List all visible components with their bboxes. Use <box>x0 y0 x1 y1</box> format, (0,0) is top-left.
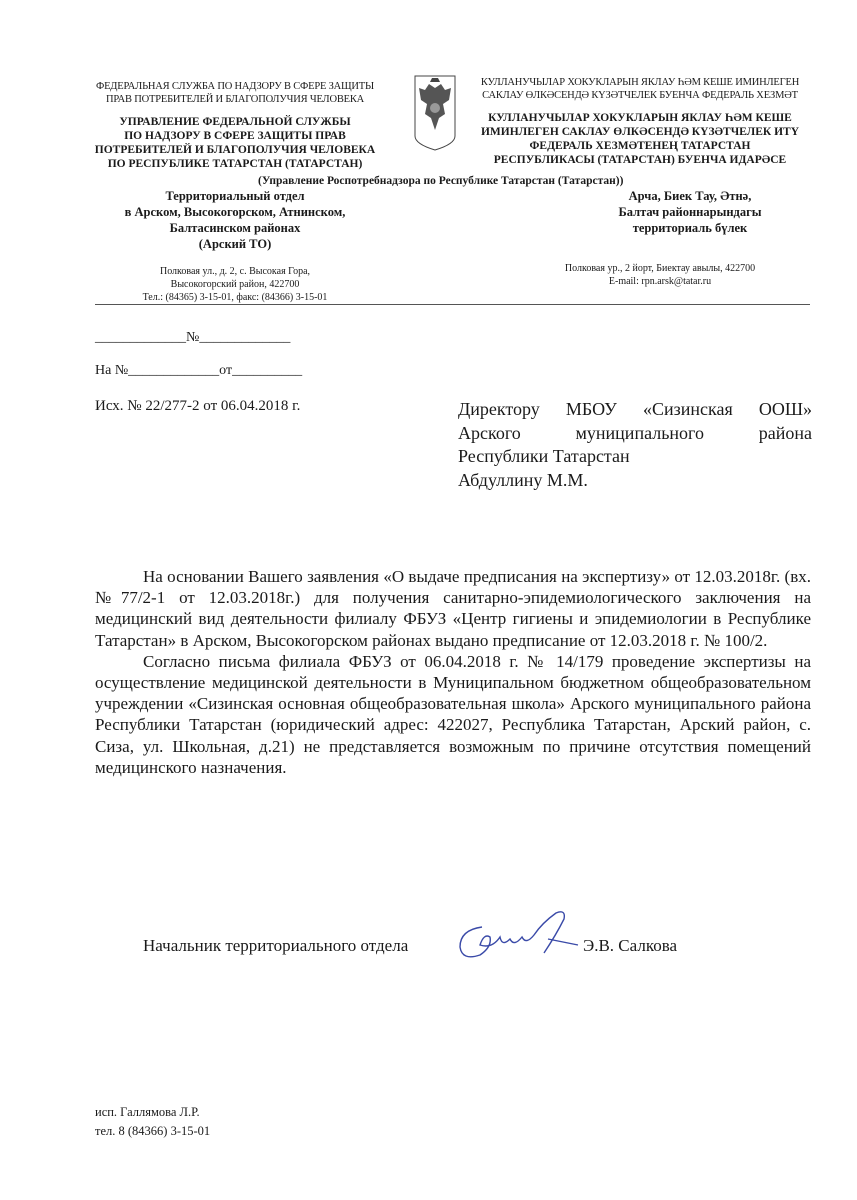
text-line: территориаль бүлек <box>632 221 748 235</box>
text-line: Тел.: (84365) 3-15-01, факс: (84366) 3-15-01 <box>142 292 328 303</box>
paragraph: На основании Вашего заявления «О выдаче предписания на экспертизу» от 12.03.2018г. (вх.№77/2-1 от 12.03.2018г.) для получения санитарно-эпидемиологического заключения на медицинский вид деятельности филиалу ФБУЗ «Центр гигиены и эпидемиологии в Республике Татарстан» в Арском, Высокогорском районах выдано предписание от 12.03.2018 г. № 100/2. <box>95 567 811 650</box>
recipient-line: Арского муниципального района <box>458 422 812 443</box>
agency-name <box>60 80 410 106</box>
text-line: Балтасинском районах <box>169 221 301 235</box>
text-line: КУЛЛАНУЧЫЛАР ХОКУКЛАРЫН ЯКЛАУ ҺӘМ КЕШЕ <box>488 112 792 124</box>
text-line: ПОТРЕБИТЕЛЕЙ И БЛАГОПОЛУЧИЯ ЧЕЛОВЕКА <box>94 144 376 156</box>
text-line: ПРАВ ПОТРЕБИТЕЛЕЙ И БЛАГОПОЛУЧИЯ ЧЕЛОВЕКА <box>105 94 365 105</box>
text-line: САКЛАУ ӨЛКӘСЕНДӘ КҮЗӘТЧЕЛЕК БУЕНЧА ФЕДЕРАЛЬ ХЕЗМӘТ <box>482 90 798 101</box>
recipient-line: Директору МБОУ «Сизинская ООШ» <box>458 399 812 419</box>
text-line: ПО НАДЗОРУ В СФЕРЕ ЗАЩИТЫ ПРАВ <box>124 130 346 142</box>
letter-body <box>95 566 811 778</box>
directorate-name-tatar <box>470 111 810 167</box>
text-line: ИМИНЛЕГЕН САКЛАУ ӨЛКӘСЕНДӘ КҮЗӘТЧЕЛЕК ИТҮ <box>480 126 800 138</box>
agency-abbreviation: (Управление Роспотребнадзора по Республике Татарстан (Татарстан)) <box>258 175 624 187</box>
directorate-name <box>60 115 410 171</box>
executor-name: исп. Галлямова Л.Р. <box>95 1105 200 1119</box>
recipient-block <box>458 398 812 492</box>
text-line: Полковая ур., 2 йорт, Биектау авылы, 422700 <box>564 263 756 274</box>
header-right <box>470 76 810 288</box>
recipient-line: Абдуллину М.М. <box>458 469 588 490</box>
paragraph: Согласно письма филиала ФБУЗ от 06.04.2018 г. № 14/179 проведение экспертизы на осуществление медицинской деятельности в Муниципальном бюджетном общеобразовательном учреждении «Сизинская основная общеобразовательная школа» Арского муниципального района Республики Татарстан (юридический адрес: 422027, Республика Татарстан, Арский район, с. Сиза, ул. Школьная, д.21) не представляется возможным по причине отсутствия помещений медицинского назначения. <box>95 651 811 777</box>
signatory-name: Э.В. Салкова <box>583 936 678 955</box>
text-line: РЕСПУБЛИКАСЫ (ТАТАРСТАН) БУЕНЧА ИДАРӘСЕ <box>493 154 787 166</box>
signatory-position: Начальник территориального отдела <box>143 936 409 955</box>
agency-name-tatar <box>470 76 810 102</box>
text-line: Территориальный отдел <box>165 189 305 203</box>
header-divider <box>95 304 810 305</box>
text-line: Полковая ул., д. 2, с. Высокая Гора, <box>159 266 311 277</box>
text-line: E-mail: rpn.arsk@tatar.ru <box>608 276 712 287</box>
department-name <box>60 188 410 252</box>
text-line: КУЛЛАНУЧЫЛАР ХОКУКЛАРЫН ЯКЛАУ ҺӘМ КЕШЕ ИМИНЛЕГЕН <box>480 77 800 88</box>
text-line: УПРАВЛЕНИЕ ФЕДЕРАЛЬНОЙ СЛУЖБЫ <box>119 116 351 128</box>
text-line: ФЕДЕРАЛЬНАЯ СЛУЖБА ПО НАДЗОРУ В СФЕРЕ ЗАЩИТЫ <box>96 81 374 92</box>
coat-of-arms-icon <box>413 74 457 152</box>
header-left <box>60 80 410 304</box>
address-tatar <box>510 262 810 288</box>
reply-to-line: На №_____________от__________ <box>95 363 303 378</box>
footer-executor <box>95 1103 210 1141</box>
department-name-tatar <box>560 188 820 236</box>
text-line: (Арский ТО) <box>198 237 272 251</box>
address <box>60 265 410 304</box>
text-line: в Арском, Высокогорском, Атнинском, <box>124 205 346 219</box>
text-line: Арча, Биек Тау, Әтнә, <box>628 189 752 203</box>
text-line: ПО РЕСПУБЛИКЕ ТАТАРСТАН (ТАТАРСТАН) <box>107 158 363 170</box>
text-line: Высокогорский район, 422700 <box>170 279 300 290</box>
registration-number-line: _____________№_____________ <box>95 330 291 345</box>
signature-image <box>452 905 582 965</box>
outgoing-number: Исх. № 22/277-2 от 06.04.2018 г. <box>95 398 301 414</box>
recipient-line: Республики Татарстан <box>458 446 630 466</box>
executor-phone: тел. 8 (84366) 3-15-01 <box>95 1124 211 1138</box>
text-line: Балтач районнарындагы <box>618 205 762 219</box>
text-line: ФЕДЕРАЛЬ ХЕЗМӘТЕНЕҢ ТАТАРСТАН <box>529 140 751 152</box>
